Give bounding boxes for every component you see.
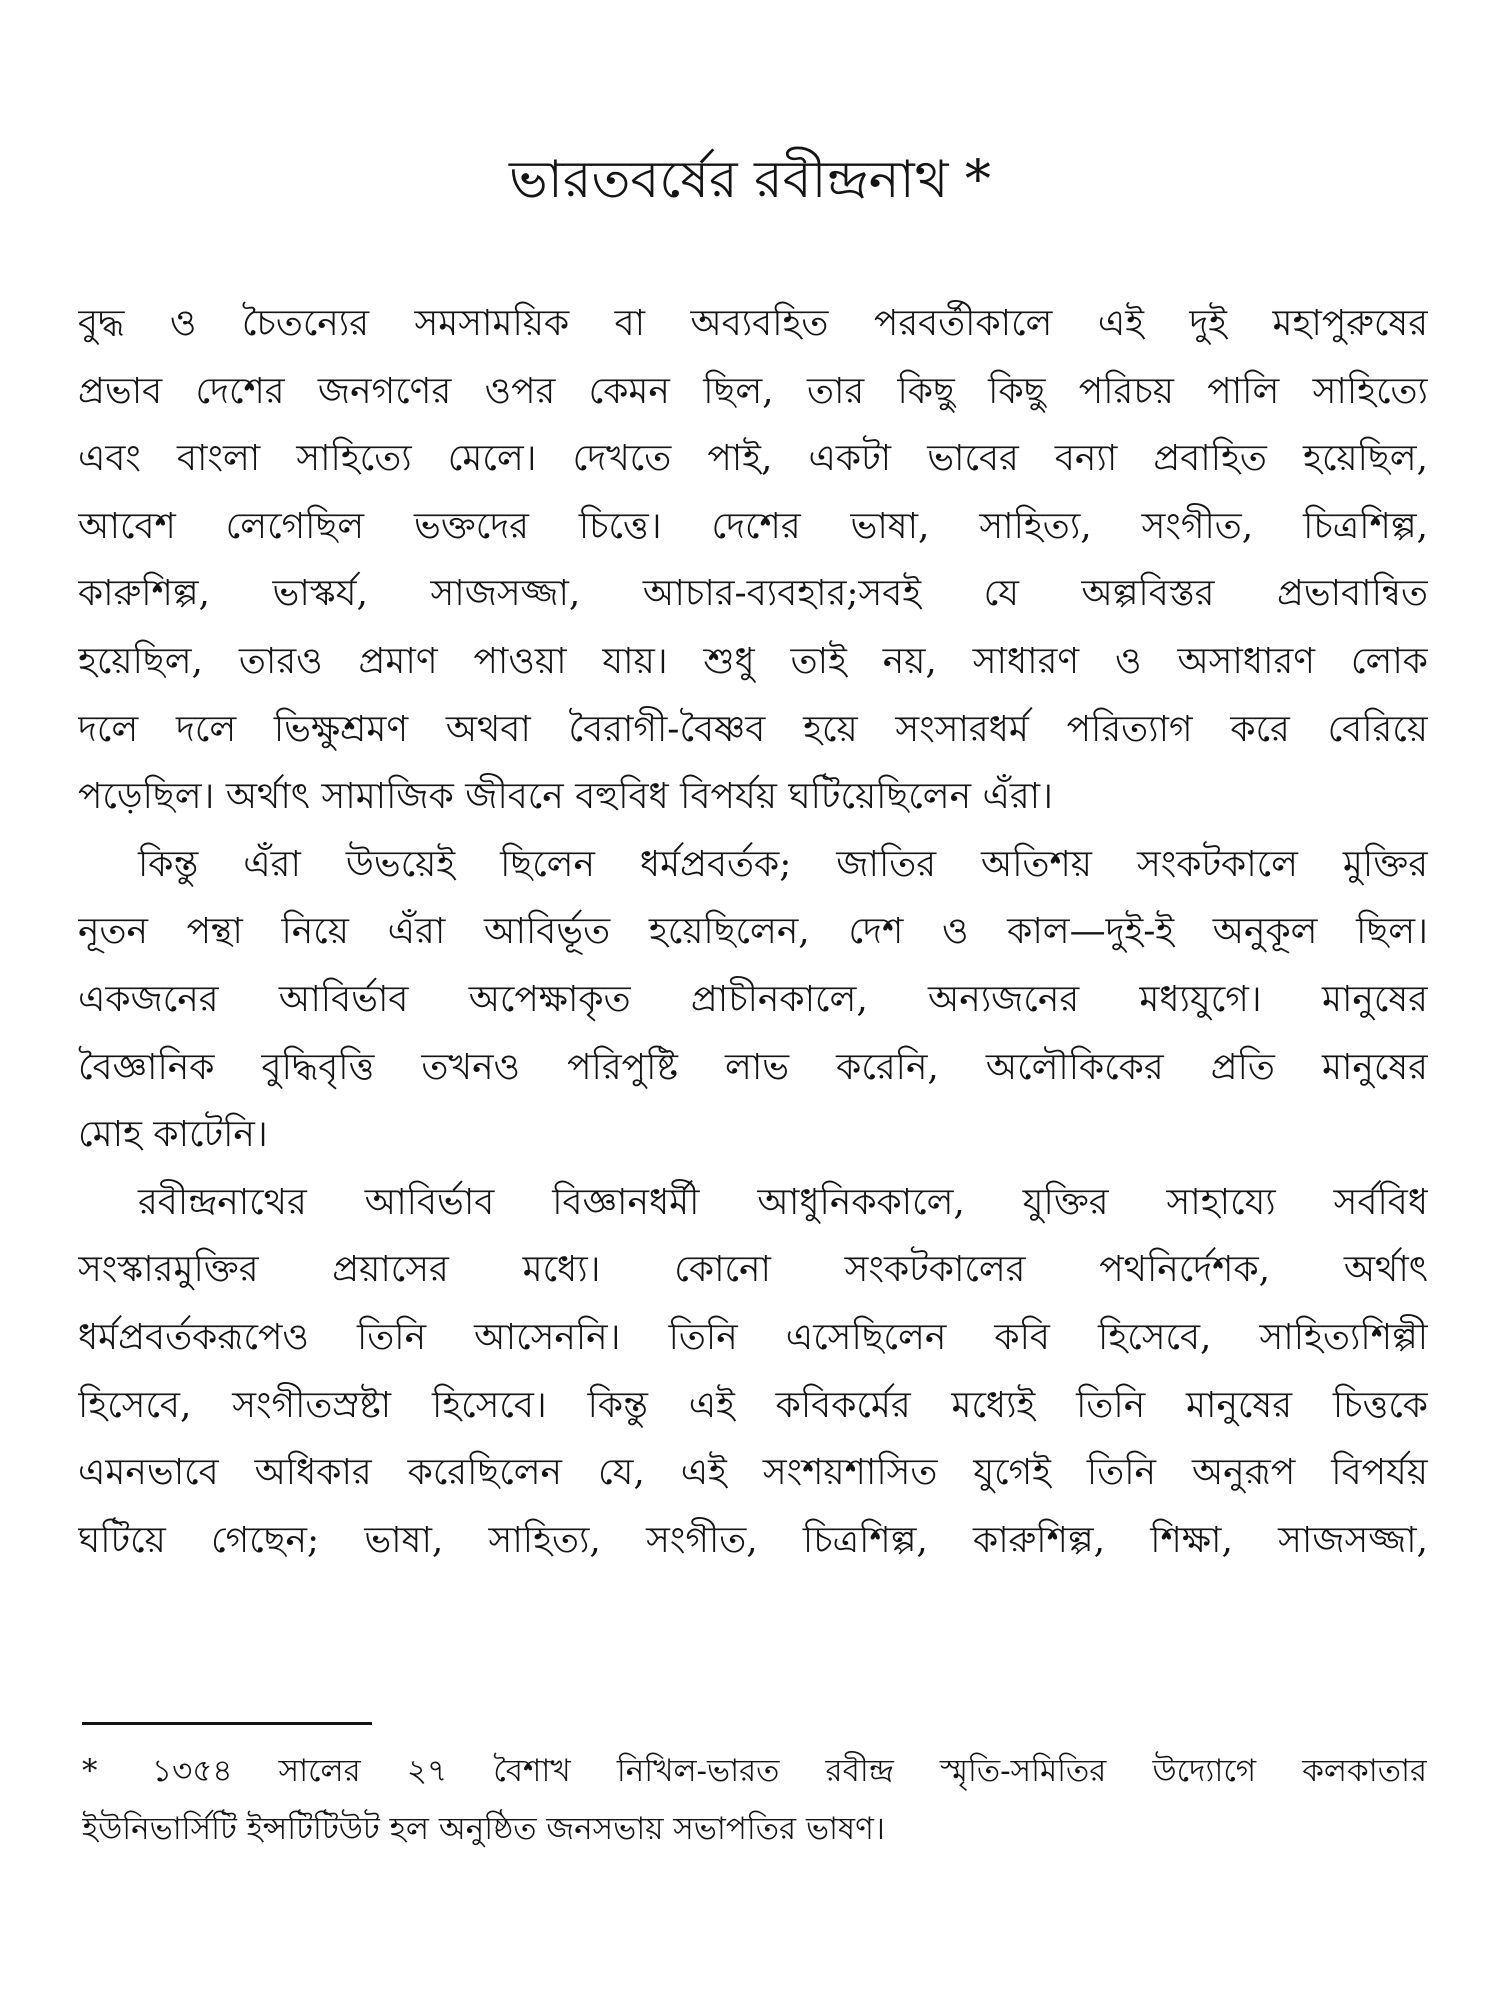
paragraph-1 bbox=[78, 290, 1428, 831]
footnote-divider bbox=[82, 1722, 372, 1725]
text-line: দলে দলে ভিক্ষুশ্রমণ অথবা বৈরাগী-বৈষ্ণব হয়ে সংসারধর্ম পরিত্যাগ করে বেরিয়ে bbox=[78, 708, 1428, 750]
footnote-line bbox=[82, 1742, 1427, 1800]
text-line: ঘটিয়ে গেছেন; ভাষা, সাহিত্য, সংগীত, চিত্রশিল্প, কারুশিল্প, শিক্ষা, সাজসজ্জা, bbox=[78, 1519, 1428, 1561]
text-line: এমনভাবে অধিকার করেছিলেন যে, এই সংশয়শাসিত যুগেই তিনি অনুরূপ বিপর্যয় bbox=[78, 1452, 1428, 1494]
text-line: একজনের আবির্ভাব অপেক্ষাকৃত প্রাচীনকালে, অন্যজনের মধ্যযুগে। মানুষের bbox=[78, 978, 1428, 1020]
text-line: কিন্তু এঁরা উভয়েই ছিলেন ধর্মপ্রবর্তক; জাতির অতিশয় সংকটকালে মুক্তির bbox=[138, 843, 1428, 885]
text-line: হিসেবে, সংগীতস্রষ্টা হিসেবে। কিন্তু এই কবিকর্মের মধ্যেই তিনি মানুষের চিত্তকে bbox=[78, 1384, 1428, 1426]
text-line: বৈজ্ঞানিক বুদ্ধিবৃত্তি তখনও পরিপুষ্টি লাভ করেনি, অলৌকিকের প্রতি মানুষের bbox=[78, 1046, 1428, 1088]
text-line: রবীন্দ্রনাথের আবির্ভাব বিজ্ঞানধর্মী আধুনিককালে, যুক্তির সাহায্যে সর্ববিধ bbox=[138, 1181, 1428, 1223]
text-line: এবং বাংলা সাহিত্যে মেলে। দেখতে পাই, একটা ভাবের বন্যা প্রবাহিত হয়েছিল, bbox=[78, 438, 1428, 480]
footnote-marker: * bbox=[82, 1753, 98, 1789]
text-line: আবেশ লেগেছিল ভক্তদের চিত্তে। দেশের ভাষা, সাহিত্য, সংগীত, চিত্রশিল্প, bbox=[78, 505, 1428, 547]
text-line: কারুশিল্প, ভাস্কর্য, সাজসজ্জা, আচার-ব্যবহার;সবই যে অল্পবিস্তর প্রভাবান্বিত bbox=[78, 573, 1428, 615]
body-text bbox=[78, 290, 1428, 1574]
page-title: ভারতবর্ষের রবীন্দ্রনাথ * bbox=[509, 150, 991, 210]
text-line: নূতন পন্থা নিয়ে এঁরা আবির্ভূত হয়েছিলেন, দেশ ও কাল—দুই-ই অনুকূল ছিল। bbox=[78, 911, 1428, 953]
text-line: হয়েছিল, তারও প্রমাণ পাওয়া যায়। শুধু তাই নয়, সাধারণ ও অসাধারণ লোক bbox=[78, 640, 1428, 682]
footnote-text: ১৩৫৪ সালের ২৭ বৈশাখ নিখিল-ভারত রবীন্দ্র স্মৃতি-সমিতির উদ্যোগে কলকাতার bbox=[152, 1753, 1427, 1789]
text-line: মোহ কাটেনি। bbox=[78, 1114, 268, 1156]
paragraph-3 bbox=[78, 1169, 1428, 1575]
text-line: প্রভাব দেশের জনগণের ওপর কেমন ছিল, তার কিছু কিছু পরিচয় পালি সাহিত্যে bbox=[78, 370, 1428, 412]
text-line: সংস্কারমুক্তির প্রয়াসের মধ্যে। কোনো সংকটকালের পথনির্দেশক, অর্থাৎ bbox=[78, 1249, 1428, 1291]
text-line: বুদ্ধ ও চৈতন্যের সমসাময়িক বা অব্যবহিত পরবর্তীকালে এই দুই মহাপুরুষের bbox=[78, 303, 1428, 344]
footnote-line: ইউনিভার্সিটি ইন্সটিটিউট হল অনুষ্ঠিত জনসভায় সভাপতির ভাষণ। bbox=[82, 1811, 885, 1847]
paragraph-2 bbox=[78, 831, 1428, 1169]
text-line: পড়েছিল। অর্থাৎ সামাজিক জীবনে বহুবিধ বিপর্যয় ঘটিয়েছিলেন এঁরা। bbox=[78, 776, 1053, 818]
text-line: ধর্মপ্রবর্তকরূপেও তিনি আসেননি। তিনি এসেছিলেন কবি হিসেবে, সাহিত্যশিল্পী bbox=[78, 1316, 1428, 1358]
footnote bbox=[82, 1742, 1427, 1858]
